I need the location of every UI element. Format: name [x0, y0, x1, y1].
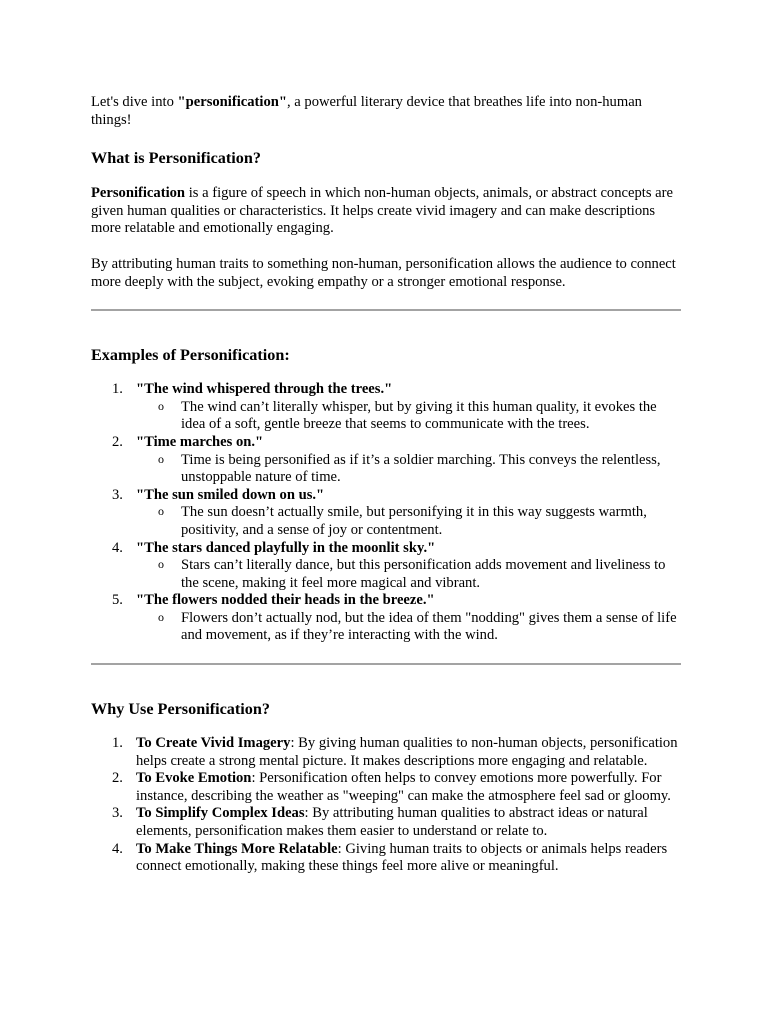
bullet-marker: o — [158, 504, 164, 519]
bullet-marker: o — [158, 609, 164, 624]
example-quote: "The sun smiled down on us." — [136, 486, 325, 503]
example-sublist — [136, 452, 681, 487]
reason-label: To Simplify Complex Ideas — [136, 805, 305, 822]
section-divider — [91, 663, 681, 665]
list-number: 3. — [112, 805, 123, 822]
attribution-paragraph: By attributing human traits to something non-human, personification allows the audience to connect more deeply with the subject, evoking empathy or a stronger emotional response. — [91, 255, 676, 290]
example-explanation: o Stars can’t literally dance, but this personification adds movement and liveliness to the scene, making it feel more magical and vibrant. — [158, 557, 666, 591]
example-explanation: o The wind can’t literally whisper, but by giving it this human quality, it evokes the idea of a soft, gentle breeze that seems to communicate with the trees. — [158, 398, 657, 433]
example-explanation: o Time is being personified as if it’s a soldier marching. This conveys the relentless, unstoppable nature of time. — [158, 451, 661, 486]
reason-item: 1. To Create Vivid Imagery: By giving human qualities to non-human objects, personification helps create a strong mental picture. It makes descriptions more engaging and relatable. — [112, 735, 678, 769]
reason-item: 2. To Evoke Emotion: Personification often helps to convey emotions more powerfully. For instance, describing the weather as "weeping" can make the atmosphere feel sad or gloomy. — [112, 770, 671, 804]
list-number: 1. — [112, 735, 123, 752]
example-quote: "The stars danced playfully in the moonlit sky." — [136, 539, 436, 556]
example-sublist — [136, 399, 681, 434]
list-number: 2. — [112, 433, 123, 450]
definition-paragraph: Personification is a figure of speech in which non-human objects, animals, or abstract concepts are given human qualities or characteristics. It helps create vivid imagery and can make descriptions more relatable and emotionally engaging. — [91, 185, 673, 237]
reason-item: 4. To Make Things More Relatable: Giving human traits to objects or animals helps readers connect emotionally, making these things feel more alive or meaningful. — [112, 840, 668, 875]
reason-item: 3. To Simplify Complex Ideas: By attributing human qualities to abstract ideas or natural elements, personification makes them easier to understand or relate to. — [112, 805, 648, 840]
reason-label: To Make Things More Relatable — [136, 840, 338, 857]
example-item — [91, 434, 681, 487]
example-explanation: o Flowers don’t actually nod, but the idea of them "nodding" gives them a sense of life and movement, as if they’re interacting with the wind. — [158, 609, 677, 644]
example-item — [91, 592, 681, 645]
reason-label: To Evoke Emotion — [136, 770, 252, 787]
example-sublist — [136, 610, 681, 645]
bullet-marker: o — [158, 398, 164, 413]
list-number: 4. — [112, 840, 123, 857]
what-heading: What is Personification? — [91, 149, 261, 168]
examples-heading: Examples of Personification: — [91, 346, 290, 365]
example-sublist — [136, 557, 681, 592]
example-item — [91, 487, 681, 540]
example-quote: "Time marches on." — [136, 433, 264, 450]
section-divider — [91, 309, 681, 311]
document-content — [91, 94, 681, 876]
example-item — [91, 381, 681, 434]
reasons-list — [91, 735, 681, 876]
example-explanation: o The sun doesn’t actually smile, but personifying it in this way suggests warmth, positivity, and a sense of joy or contentment. — [158, 504, 647, 538]
reason-label: To Create Vivid Imagery — [136, 735, 291, 752]
list-number: 1. — [112, 381, 123, 398]
example-quote: "The flowers nodded their heads in the breeze." — [136, 592, 435, 609]
example-quote: "The wind whispered through the trees." — [136, 381, 393, 398]
list-number: 2. — [112, 770, 123, 787]
example-sublist — [136, 504, 681, 539]
bullet-marker: o — [158, 557, 164, 572]
definition-term: Personification — [91, 185, 186, 202]
intro-paragraph: Let's dive into "personification", a powerful literary device that breathes life into non-human things! — [91, 94, 642, 128]
intro-term: "personification" — [177, 94, 287, 110]
why-heading: Why Use Personification? — [91, 700, 270, 719]
bullet-marker: o — [158, 451, 164, 466]
list-number: 4. — [112, 539, 123, 556]
list-number: 5. — [112, 592, 123, 609]
list-number: 3. — [112, 486, 123, 503]
examples-list — [91, 381, 681, 645]
example-item — [91, 540, 681, 593]
